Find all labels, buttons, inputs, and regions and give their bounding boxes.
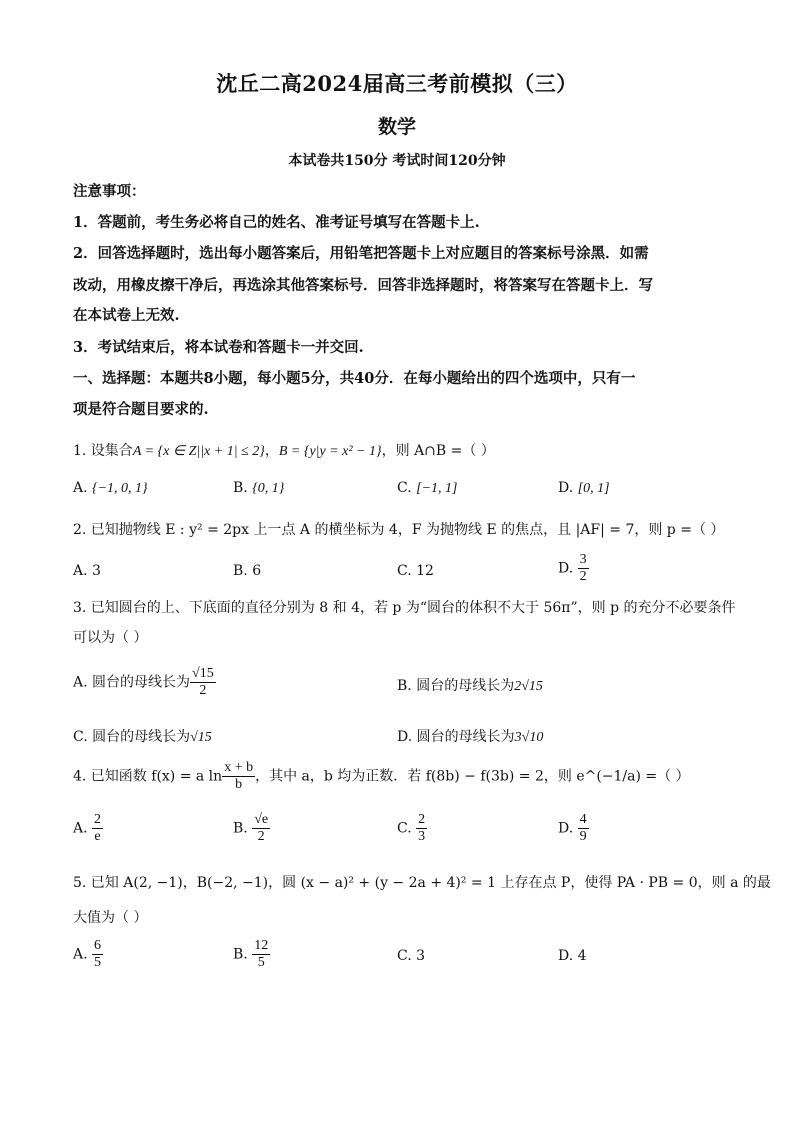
q1-option-d: D. [0, 1] (558, 480, 610, 496)
question-5-line-1: 5. 已知 A(2, −1)，B(−2, −1)，圆 (x − a)² + (y − 2a + 4)² = 1 上存在点 P，使得 PA · PB = 0，则 a 的最 (73, 875, 771, 891)
q1-set-a: A = {x ∈ Z||x + 1| ≤ 2} (132, 444, 265, 459)
q1-set-b: B = {y|y = x² − 1} (278, 444, 382, 459)
q2-option-c: C. 12 (397, 563, 434, 579)
q4-option-a: A. $\frac{2}{e}$ (73, 812, 102, 844)
q3-option-a: A. 圆台的母线长为 $\frac{√15}{2}$ (73, 666, 214, 698)
question-3-line-1: 3. 已知圆台的上、下底面的直径分别为 8 和 4，若 p 为“圆台的体积不大于 56π”，则 p 的充分不必要条件 (73, 600, 736, 616)
q2-option-a: A. 3 (73, 563, 101, 579)
q3-option-b: B. 圆台的母线长为2√15 (397, 678, 543, 694)
question-5-line-2: 大值为（ ） (73, 910, 148, 926)
q5-option-d: D. 4 (558, 948, 587, 964)
q4-option-b: B. $\frac{√e}{2}$ (233, 812, 269, 844)
section-heading-line-2: 项是符合题目要求的. (73, 401, 209, 418)
q1-suffix: ，则 A∩B =（ ） (381, 443, 495, 459)
question-1 (73, 441, 495, 462)
q1-option-c: C. [−1, 1] (397, 480, 458, 496)
q4-option-d: D. $\frac{4}{9}$ (558, 812, 587, 844)
section-heading-line-1: 一、选择题：本题共8小题，每小题5分，共40分．在每小题给出的四个选项中，只有一 (73, 370, 636, 387)
q4-suffix: ，其中 a，b 均为正数．若 f(8b) − f(3b) = 2，则 e^(−1/a) =（ ） (255, 768, 690, 785)
q5-option-a: A. $\frac{6}{5}$ (73, 938, 102, 970)
exam-info: 本试卷共150分 考试时间120分钟 (288, 153, 506, 169)
q2-option-d-fraction: $\frac{3}{2}$ (579, 552, 587, 584)
exam-title: 沈丘二高2024届高三考前模拟（三） (216, 71, 578, 96)
q4-option-c: C. $\frac{2}{3}$ (397, 812, 426, 844)
question-3-line-2: 可以为（ ） (73, 630, 148, 646)
q2-option-b: B. 6 (233, 563, 262, 579)
q3-option-a-fraction: $\frac{√15}{2}$ (192, 666, 214, 698)
q1-comma: ， (264, 443, 279, 459)
q3-option-d: D. 圆台的母线长为3√10 (397, 729, 544, 745)
notes-item-1: 1．答题前，考生务必将自己的姓名、准考证号填写在答题卡上. (73, 214, 480, 231)
q1-option-a: A. {−1, 0, 1} (73, 480, 148, 496)
notes-item-3: 3．考试结束后，将本试卷和答题卡一并交回. (73, 339, 364, 356)
q4-prefix: 4. 已知函数 f(x) = a ln (73, 768, 223, 785)
exam-subject: 数学 (377, 116, 416, 138)
q2-option-d: D. $\frac{3}{2}$ (558, 552, 587, 584)
question-4 (73, 760, 690, 793)
q1-prefix: 1. 设集合 (73, 443, 133, 459)
q5-option-c: C. 3 (397, 948, 426, 964)
notes-heading: 注意事项： (73, 183, 146, 200)
notes-item-2-line-3: 在本试卷上无效. (73, 307, 180, 324)
notes-item-2-line-1: 2．回答选择题时，选出每小题答案后，用铅笔把答题卡上对应题目的答案标号涂黑．如需 (73, 245, 649, 262)
notes-item-2-line-2: 改动，用橡皮擦干净后，再选涂其他答案标号．回答非选择题时，将答案写在答题卡上．写 (73, 277, 653, 294)
q4-fraction: $\frac{x + b}{b}$ (224, 760, 254, 792)
q1-option-b: B. {0, 1} (233, 480, 285, 496)
q3-option-c: C. 圆台的母线长为√15 (73, 729, 212, 745)
q5-option-b: B. $\frac{12}{5}$ (233, 938, 269, 970)
question-2: 2. 已知抛物线 E : y² = 2px 上一点 A 的横坐标为 4，F 为抛物线 E 的焦点，且 |AF| = 7，则 p =（ ） (73, 522, 725, 538)
